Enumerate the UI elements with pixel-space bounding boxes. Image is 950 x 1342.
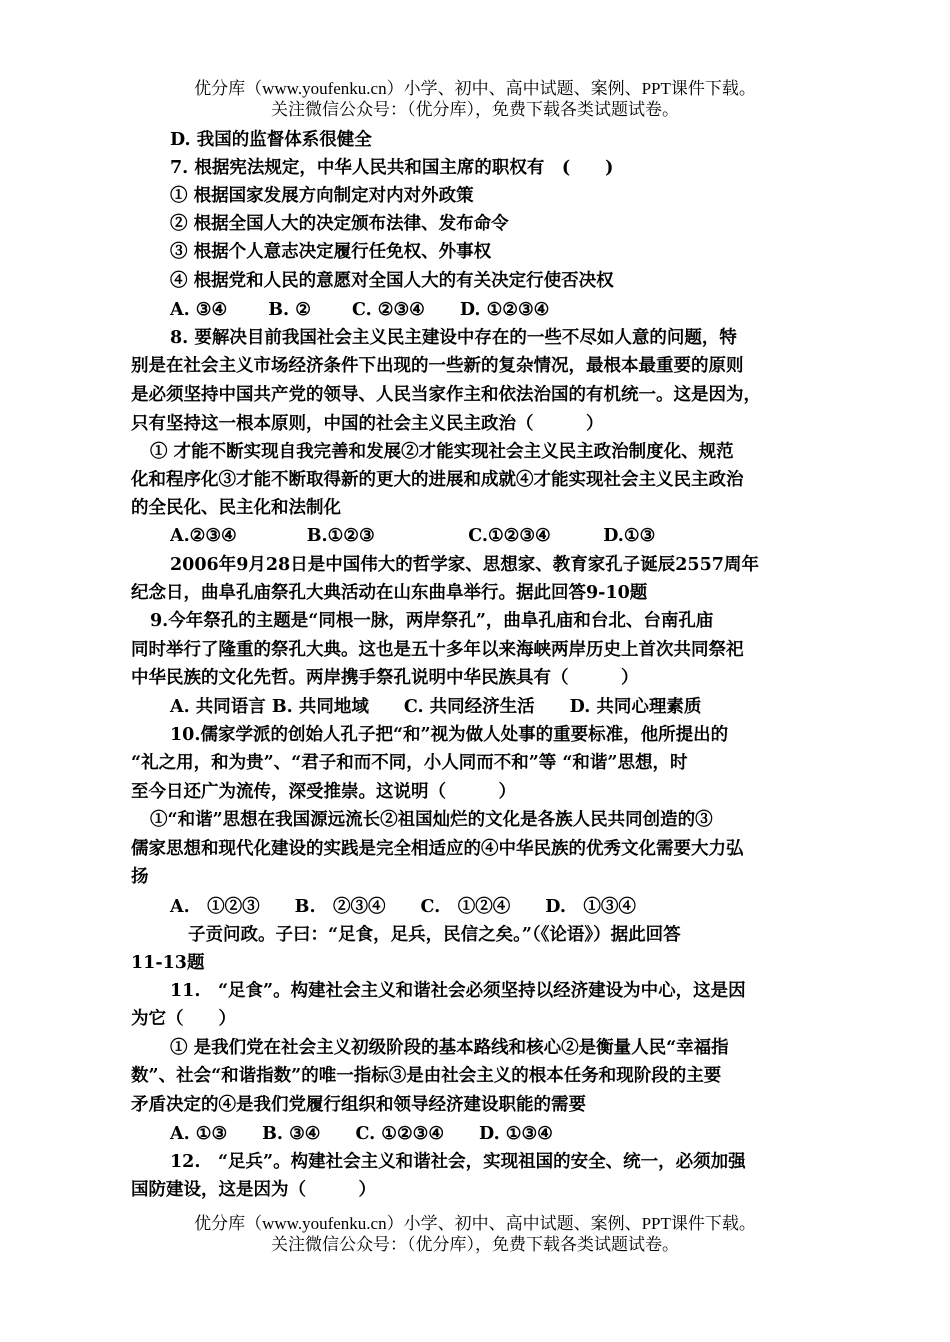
text-line: 的全民化、民主化和法制化 <box>131 498 341 518</box>
text-line: 是必须坚持中国共产党的领导、人民当家作主和依法治国的有机统一。这是因为， <box>131 385 761 405</box>
text-line: 中华民族的文化先哲。两岸携手祭孔说明中华民族具有（ ） <box>131 668 639 688</box>
text-line: 9.今年祭孔的主题是“同根一脉，两岸祭孔”，曲阜孔庙和台北、台南孔庙 <box>150 611 714 631</box>
text-line: 7. 根据宪法规定，中华人民共和国主席的职权有 ( ) <box>170 158 614 178</box>
text-line: A. ①③ B. ③④ C. ①②③④ D. ①③④ <box>170 1124 553 1144</box>
text-line: 11-13题 <box>131 953 205 973</box>
text-line: ① 根据国家发展方向制定对内对外政策 <box>170 186 474 206</box>
text-line: 数”、社会“和谐指数”的唯一指标③是由社会主义的根本任务和现阶段的主要 <box>131 1066 722 1086</box>
header-line-2: 关注微信公众号：（优分库），免费下载各类试题试卷。 <box>271 100 679 119</box>
text-line: 国防建设，这是因为（ ） <box>131 1180 376 1200</box>
text-line: 8. 要解决目前我国社会主义民主建设中存在的一些不尽如人意的问题，特 <box>170 328 737 348</box>
text-line: 矛盾决定的④是我们党履行组织和领导经济建设职能的需要 <box>131 1095 586 1115</box>
text-line: ① 才能不断实现自我完善和发展②才能实现社会主义民主政治制度化、规范 <box>150 442 734 462</box>
text-line: ① 是我们党在社会主义初级阶段的基本路线和核心②是衡量人民“幸福指 <box>170 1038 729 1058</box>
text-line: 10.儒家学派的创始人孔子把“和”视为做人处事的重要标准，他所提出的 <box>170 725 729 745</box>
header-line-1: 优分库（www.youfenku.cn）小学、初中、高中试题、案例、PPT课件下载。 <box>194 79 756 98</box>
text-line: 只有坚持这一根本原则，中国的社会主义民主政治（ ） <box>131 414 604 434</box>
text-line: 2006年9月28日是中国伟大的哲学家、思想家、教育家孔子诞辰2557周年 <box>170 555 759 575</box>
text-line: 为它（ ） <box>131 1009 236 1029</box>
text-line: 子贡问政。子曰：“足食，足兵，民信之矣。”（《论语》）据此回答 <box>188 925 681 945</box>
text-line: 儒家思想和现代化建设的实践是完全相适应的④中华民族的优秀文化需要大力弘 <box>131 839 744 859</box>
text-line: 11. “足食”。构建社会主义和谐社会必须坚持以经济建设为中心，这是因 <box>170 981 746 1001</box>
text-line: 12. “足兵”。构建社会主义和谐社会，实现祖国的安全、统一，必须加强 <box>170 1152 746 1172</box>
text-line: ①“和谐”思想在我国源远流长②祖国灿烂的文化是各族人民共同创造的③ <box>150 810 713 830</box>
text-line: ④ 根据党和人民的意愿对全国人大的有关决定行使否决权 <box>170 271 614 291</box>
text-line: 扬 <box>131 867 149 887</box>
footer-line-1: 优分库（www.youfenku.cn）小学、初中、高中试题、案例、PPT课件下载。 <box>194 1214 756 1233</box>
text-line: D. 我国的监督体系很健全 <box>170 130 372 150</box>
text-line: “礼之用，和为贵”、“君子和而不同，小人同而不和”等 “和谐”思想，时 <box>131 753 688 773</box>
text-line: ② 根据全国人大的决定颁布法律、发布命令 <box>170 214 509 234</box>
text-line: A. ①②③ B. ②③④ C. ①②④ D. ①③④ <box>170 897 636 917</box>
text-line: 同时举行了隆重的祭孔大典。这也是五十多年以来海峡两岸历史上首次共同祭祀 <box>131 640 744 660</box>
text-line: 至今日还广为流传，深受推崇。这说明（ ） <box>131 782 516 802</box>
text-line: A. 共同语言 B. 共同地域 C. 共同经济生活 D. 共同心理素质 <box>170 697 702 717</box>
text-line: 纪念日，曲阜孔庙祭孔大典活动在山东曲阜举行。据此回答9-10题 <box>131 583 648 603</box>
footer-line-2: 关注微信公众号：（优分库），免费下载各类试题试卷。 <box>271 1235 679 1254</box>
text-line: ③ 根据个人意志决定履行任免权、外事权 <box>170 242 492 262</box>
text-line: A.②③④ B.①②③ C.①②③④ D.①③ <box>170 526 656 546</box>
text-line: 别是在社会主义市场经济条件下出现的一些新的复杂情况，最根本最重要的原则 <box>131 356 744 376</box>
text-line: A. ③④ B. ② C. ②③④ D. ①②③④ <box>170 300 550 320</box>
text-line: 化和程序化③才能不断取得新的更大的进展和成就④才能实现社会主义民主政治 <box>131 470 744 490</box>
